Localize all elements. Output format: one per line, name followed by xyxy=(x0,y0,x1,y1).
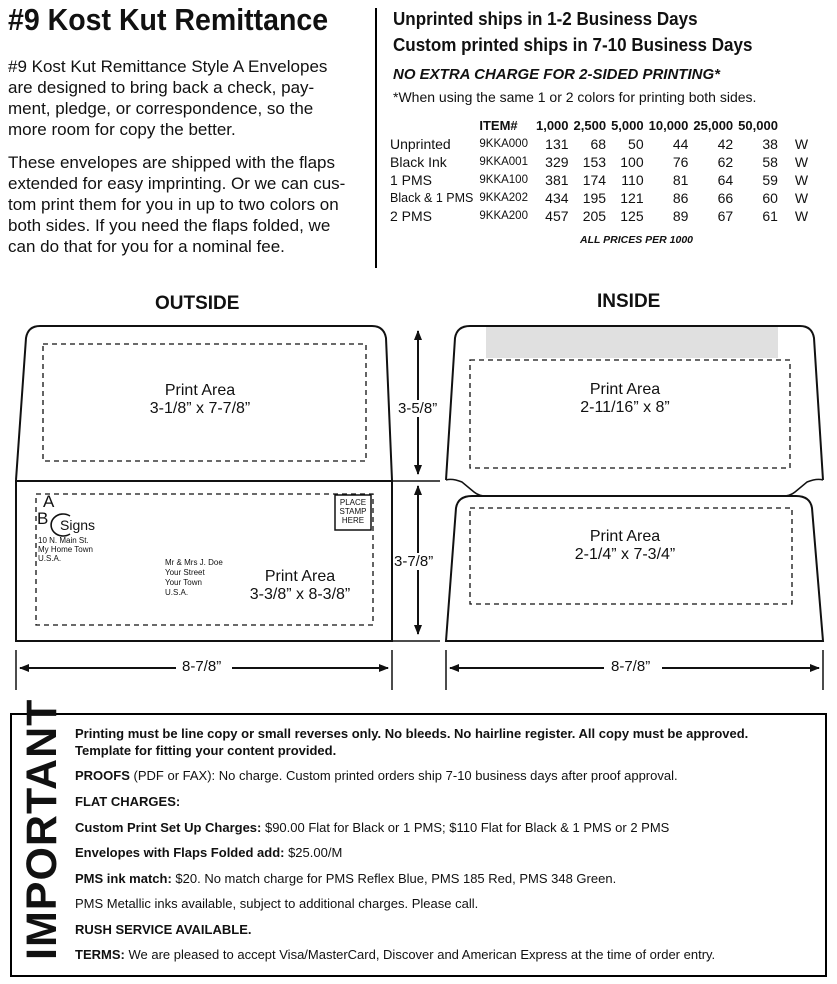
proofs-text: (PDF or FAX): No charge. Custom printed orders ship 7-10 business days after proof approval. xyxy=(129,768,678,783)
description-line: are designed to bring back a check, pay- xyxy=(8,78,315,97)
pms-match-line xyxy=(75,871,616,887)
item-number: 9KKA202 xyxy=(479,192,528,204)
outside-body-print-area-label xyxy=(225,568,375,604)
price-cell: 61 xyxy=(762,208,778,224)
print-area-size: 3-3/8” x 8-3/8” xyxy=(249,586,351,603)
price-cell: 62 xyxy=(717,154,734,170)
stamp-text: HERE xyxy=(341,516,365,525)
description-line: ment, pledge, or correspondence, so the xyxy=(8,99,314,118)
price-cell: 68 xyxy=(590,136,607,152)
price-cell: 195 xyxy=(582,190,607,206)
logo-letter-a: A xyxy=(43,492,55,511)
column-header: 1,000 xyxy=(535,118,569,133)
price-cell: 59 xyxy=(762,172,778,188)
setup-charges-line xyxy=(75,820,669,836)
price-cell: 205 xyxy=(582,208,607,224)
price-cell: 38 xyxy=(762,136,778,152)
unprinted-shipping-text: Unprinted ships in 1-2 Business Days xyxy=(393,8,698,29)
price-cell: 125 xyxy=(620,208,644,224)
terms-label: TERMS: xyxy=(75,947,125,962)
inside-left-fold xyxy=(446,479,490,496)
price-cell: 86 xyxy=(672,190,689,206)
metallic-inks-line: PMS Metallic inks available, subject to additional charges. Please call. xyxy=(75,896,479,911)
printing-requirement-line: Printing must be line copy or small reverses only. No bleeds. No hairline register. All copy must be approved. xyxy=(75,726,749,741)
row-label: Unprinted xyxy=(390,136,451,152)
column-header: 5,000 xyxy=(611,118,644,133)
column-header: 25,000 xyxy=(693,118,734,133)
stamp-text: STAMP xyxy=(339,507,367,516)
price-suffix: W xyxy=(794,208,809,224)
recipient-address-line: U.S.A. xyxy=(165,588,189,597)
price-cell: 110 xyxy=(621,172,644,188)
recipient-address xyxy=(165,558,223,598)
no-extra-charge-text: NO EXTRA CHARGE FOR 2-SIDED PRINTING* xyxy=(393,66,720,83)
inside-right-fold xyxy=(779,479,823,496)
proofs-line xyxy=(75,768,678,784)
flap-height-label: 3-5/8” xyxy=(398,400,438,417)
print-area-title: Print Area xyxy=(264,568,336,585)
price-cell: 60 xyxy=(762,190,778,206)
column-header: 50,000 xyxy=(738,118,778,133)
price-cell: 131 xyxy=(545,136,569,152)
print-area-title: Print Area xyxy=(589,381,661,398)
price-cell: 81 xyxy=(672,172,689,188)
column-header: ITEM# xyxy=(479,118,518,133)
price-suffix: W xyxy=(794,172,809,188)
logo-letter-b: B xyxy=(37,509,49,528)
recipient-address-line: Your Town xyxy=(165,578,202,587)
price-cell: 89 xyxy=(672,208,689,224)
return-address-line: 10 N. Main St. xyxy=(38,536,89,545)
price-cell: 64 xyxy=(717,172,734,188)
description-line: These envelopes are shipped with the flaps xyxy=(8,153,335,172)
description-line: tom print them for you in up to two colors on xyxy=(8,195,339,214)
print-area-title: Print Area xyxy=(164,382,236,399)
inside-bottom-outline xyxy=(446,496,823,641)
logo-signs-text: Signs xyxy=(60,517,96,533)
price-suffix: W xyxy=(794,136,809,152)
flaps-folded-line xyxy=(75,845,342,861)
pms-label: PMS ink match: xyxy=(75,871,172,886)
description-line: extended for easy imprinting. Or we can cus- xyxy=(8,174,346,193)
row-label: 2 PMS xyxy=(390,208,433,224)
row-label: 1 PMS xyxy=(390,172,433,188)
price-cell: 44 xyxy=(672,136,689,152)
print-area-title: Print Area xyxy=(589,528,661,545)
outside-heading: OUTSIDE xyxy=(155,293,240,314)
price-cell: 76 xyxy=(672,154,689,170)
pms-text: $20. No match charge for PMS Reflex Blue, PMS 185 Red, PMS 348 Green. xyxy=(171,871,617,886)
inside-bottom-print-area-label xyxy=(535,528,715,564)
setup-text: $90.00 Flat for Black or 1 PMS; $110 Flat for Black & 1 PMS or 2 PMS xyxy=(261,820,670,835)
return-address-line: U.S.A. xyxy=(38,554,62,563)
terms-text: We are pleased to accept Visa/MasterCard, Discover and American Express at the time of order entry. xyxy=(124,947,716,962)
price-cell: 66 xyxy=(717,190,734,206)
price-cell: 100 xyxy=(620,154,644,170)
inside-top-print-area-label xyxy=(535,381,715,417)
item-number: 9KKA001 xyxy=(479,156,528,168)
price-suffix: W xyxy=(794,190,809,206)
description-line: both sides. If you need the flaps folded, we xyxy=(8,216,331,235)
recipient-address-line: Your Street xyxy=(165,568,205,577)
stamp-label xyxy=(336,498,370,525)
price-cell: 153 xyxy=(582,154,607,170)
terms-line xyxy=(75,947,715,963)
column-header: 2,500 xyxy=(573,118,607,133)
body-height-label: 3-7/8” xyxy=(394,553,434,570)
stamp-text: PLACE xyxy=(339,498,367,507)
custom-shipping-text: Custom printed ships in 7-10 Business Days xyxy=(393,34,753,55)
description-line: more room for copy the better. xyxy=(8,120,236,139)
outside-width-label: 8-7/8” xyxy=(182,658,222,675)
inside-width-label: 8-7/8” xyxy=(611,658,651,675)
row-label: Black Ink xyxy=(390,154,447,170)
price-suffix: W xyxy=(794,154,809,170)
price-cell: 457 xyxy=(545,208,569,224)
folded-text: $25.00/M xyxy=(284,845,343,860)
price-cell: 121 xyxy=(620,190,644,206)
folded-label: Envelopes with Flaps Folded add: xyxy=(75,845,285,860)
inside-heading: INSIDE xyxy=(597,291,661,312)
rush-service-line: RUSH SERVICE AVAILABLE. xyxy=(75,922,252,937)
page-title: #9 Kost Kut Remittance xyxy=(8,2,329,37)
price-cell: 67 xyxy=(717,208,734,224)
description-line: #9 Kost Kut Remittance Style A Envelopes xyxy=(8,57,328,76)
important-vertical-heading: IMPORTANT xyxy=(18,698,66,960)
proofs-label: PROOFS xyxy=(75,768,130,783)
price-cell: 381 xyxy=(545,172,569,188)
two-sided-note: *When using the same 1 or 2 colors for printing both sides. xyxy=(393,89,757,105)
column-header: 10,000 xyxy=(648,118,689,133)
print-area-size: 3-1/8” x 7-7/8” xyxy=(149,400,251,417)
inside-flap-shade xyxy=(486,327,778,358)
price-cell: 174 xyxy=(582,172,607,188)
return-address xyxy=(38,536,93,563)
flat-charges-heading: FLAT CHARGES: xyxy=(75,794,181,809)
prices-per-1000-note: ALL PRICES PER 1000 xyxy=(580,234,694,246)
item-number: 9KKA200 xyxy=(479,210,528,222)
item-number: 9KKA100 xyxy=(479,174,528,186)
print-area-size: 2-1/4” x 7-3/4” xyxy=(574,546,676,563)
return-address-line: My Home Town xyxy=(38,545,93,554)
print-area-size: 2-11/16” x 8” xyxy=(580,399,670,416)
price-cell: 329 xyxy=(545,154,569,170)
price-cell: 58 xyxy=(762,154,778,170)
setup-label: Custom Print Set Up Charges: xyxy=(75,820,262,835)
recipient-address-line: Mr & Mrs J. Doe xyxy=(165,558,223,567)
price-cell: 42 xyxy=(717,136,734,152)
price-cell: 50 xyxy=(628,136,644,152)
price-cell: 434 xyxy=(545,190,569,206)
description-line: can do that for you for a nominal fee. xyxy=(8,237,285,256)
outside-flap-print-area-label xyxy=(110,382,290,418)
template-line: Template for fitting your content provided. xyxy=(75,743,337,758)
item-number: 9KKA000 xyxy=(479,138,528,150)
row-label: Black & 1 PMS xyxy=(390,191,474,205)
